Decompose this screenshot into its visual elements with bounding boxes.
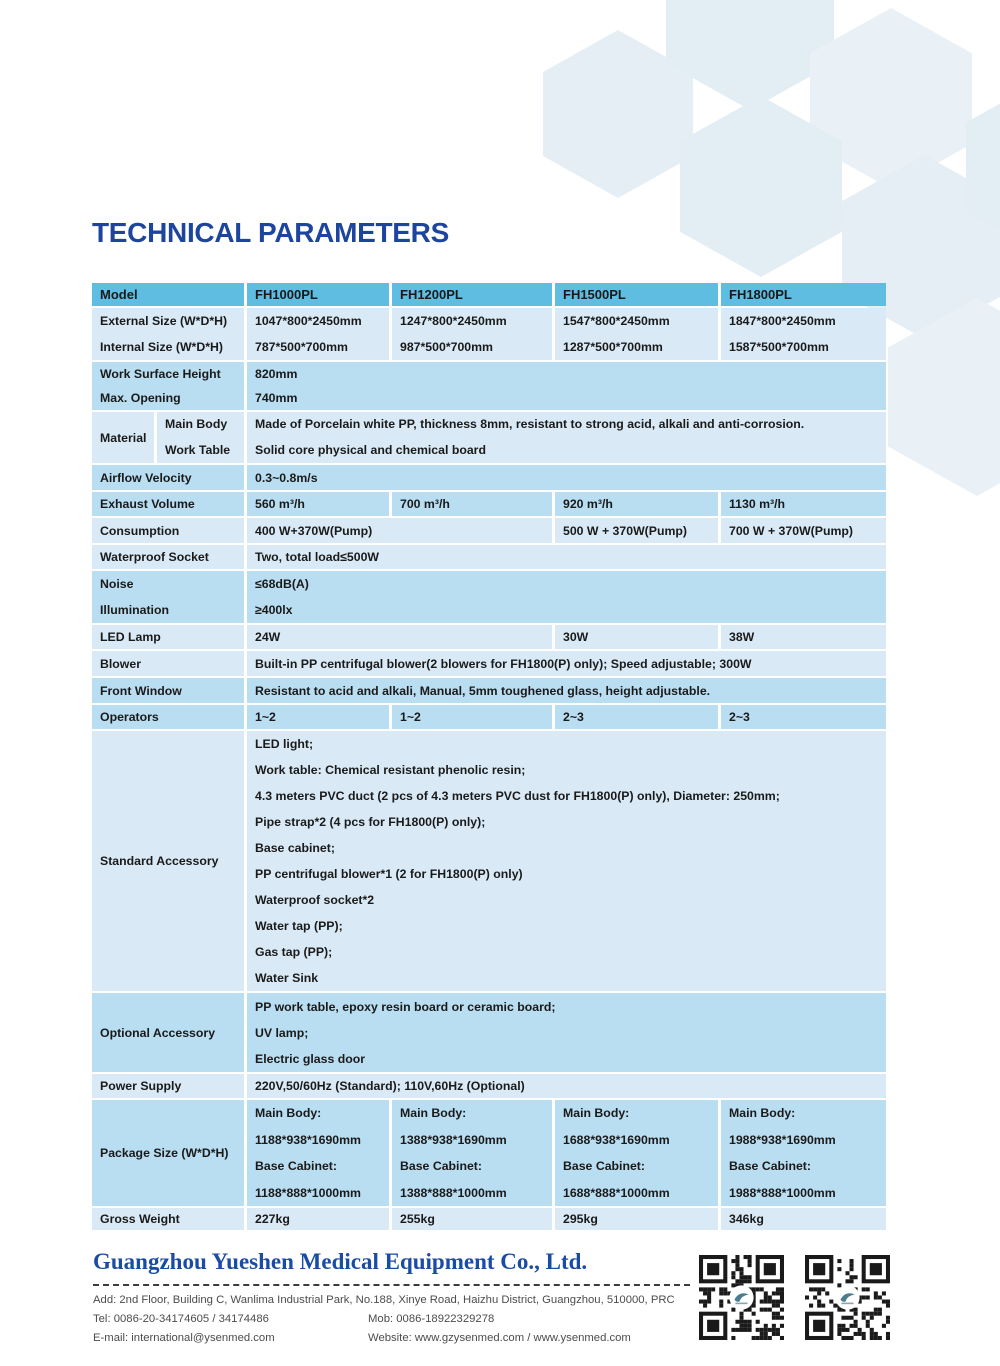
table-cell: Main Body: 1388*938*1690mm Base Cabinet: 1388*888*1000mm	[392, 1100, 552, 1206]
table-cell: 0.3~0.8m/s	[247, 465, 886, 490]
table-cell: ≤68dB(A) ≥400lx	[247, 571, 886, 623]
table-row-consumption	[92, 518, 886, 543]
row-label: Model	[92, 283, 244, 306]
table-cell: Resistant to acid and alkali, Manual, 5mm toughened glass, height adjustable.	[247, 678, 886, 703]
table-cell: 1547*800*2450mm 1287*500*700mm	[555, 308, 718, 360]
row-label: Gross Weight	[92, 1208, 244, 1230]
table-cell: Main Body: 1688*938*1690mm Base Cabinet: 1688*888*1000mm	[555, 1100, 718, 1206]
table-row-model	[92, 283, 886, 306]
table-cell: 227kg	[247, 1208, 389, 1230]
row-label: Exhaust Volume	[92, 492, 244, 516]
table-row-material	[92, 412, 886, 463]
dashed-divider	[93, 1284, 690, 1286]
page-title: TECHNICAL PARAMETERS	[92, 217, 449, 248]
row-label: Work Surface Height Max. Opening	[92, 362, 244, 410]
table-cell: 2~3	[721, 705, 886, 729]
table-cell: LED light; Work table: Chemical resistant phenolic resin; 4.3 meters PVC duct (2 pcs of 4.3 meters PVC dust for FH1800(P) only), Diameter: 250mm; Pipe strap*2 (4 pcs for FH1800(P) only); Base cabinet; PP centrifugal blower*1 (2 for FH1800(P) only) Waterproof socket*2 Water tap (PP); Gas tap (PP); Water Sink	[247, 731, 886, 991]
table-cell: 255kg	[392, 1208, 552, 1230]
table-cell: 700 m³/h	[392, 492, 552, 516]
table-row-operators	[92, 705, 886, 729]
row-label: Front Window	[92, 678, 244, 703]
table-cell: 220V,50/60Hz (Standard); 110V,60Hz (Optional)	[247, 1074, 886, 1098]
table-cell: FH1800PL	[721, 283, 886, 306]
table-row-surface	[92, 362, 886, 410]
table-cell: 346kg	[721, 1208, 886, 1230]
table-row-gross-weight	[92, 1208, 886, 1230]
table-row-power	[92, 1074, 886, 1098]
row-label: Package Size (W*D*H)	[92, 1100, 244, 1206]
footer-website: Website: www.gzysenmed.com / www.ysenmed.com	[368, 1332, 631, 1344]
table-cell: 700 W + 370W(Pump)	[721, 518, 886, 543]
table-cell: 1247*800*2450mm 987*500*700mm	[392, 308, 552, 360]
table-cell: 400 W+370W(Pump)	[247, 518, 552, 543]
footer-tel: Tel: 0086-20-34174605 / 34174486	[93, 1313, 269, 1325]
table-cell: 1847*800*2450mm 1587*500*700mm	[721, 308, 886, 360]
footer-email: E-mail: international@ysenmed.com	[93, 1332, 275, 1344]
row-label: Noise Illumination	[92, 571, 244, 623]
table-row-led	[92, 625, 886, 649]
table-cell: 1047*800*2450mm 787*500*700mm	[247, 308, 389, 360]
table-row-size	[92, 308, 886, 360]
row-label: Blower	[92, 651, 244, 676]
table-cell: FH1000PL	[247, 283, 389, 306]
row-label: External Size (W*D*H) Internal Size (W*D*H)	[92, 308, 244, 360]
footer-address: Add: 2nd Floor, Building C, Wanlima Industrial Park, No.188, Xinye Road, Haizhu District, Guangzhou, 510000, PRC	[93, 1294, 675, 1306]
table-cell: 500 W + 370W(Pump)	[555, 518, 718, 543]
table-cell: 2~3	[555, 705, 718, 729]
table-cell: FH1200PL	[392, 283, 552, 306]
row-label: Optional Accessory	[92, 993, 244, 1072]
row-label: Airflow Velocity	[92, 465, 244, 490]
table-row-socket	[92, 545, 886, 569]
row-label: Operators	[92, 705, 244, 729]
company-name: Guangzhou Yueshen Medical Equipment Co., Ltd.	[93, 1249, 588, 1274]
row-label: LED Lamp	[92, 625, 244, 649]
table-cell: 38W	[721, 625, 886, 649]
table-row-blower	[92, 651, 886, 676]
table-cell: 24W	[247, 625, 552, 649]
table-cell: 820mm 740mm	[247, 362, 886, 410]
footer-contact-block	[93, 1291, 705, 1348]
table-cell: 560 m³/h	[247, 492, 389, 516]
qr-code-1	[699, 1255, 784, 1340]
spec-table	[92, 283, 886, 1232]
table-cell: Made of Porcelain white PP, thickness 8mm, resistant to strong acid, alkali and anti-corrosion. Solid core physical and chemical board	[247, 412, 886, 463]
table-cell: 1~2	[392, 705, 552, 729]
qr-code-2	[805, 1255, 890, 1340]
table-cell: Main Body: 1988*938*1690mm Base Cabinet: 1988*888*1000mm	[721, 1100, 886, 1206]
table-cell: 1130 m³/h	[721, 492, 886, 516]
row-label: Waterproof Socket	[92, 545, 244, 569]
table-cell: FH1500PL	[555, 283, 718, 306]
table-row-optional-accessory	[92, 993, 886, 1072]
table-row-noise	[92, 571, 886, 623]
table-cell: PP work table, epoxy resin board or ceramic board; UV lamp; Electric glass door	[247, 993, 886, 1072]
row-label: Consumption	[92, 518, 244, 543]
table-row-exhaust	[92, 492, 886, 516]
table-cell: 30W	[555, 625, 718, 649]
table-cell: Main Body: 1188*938*1690mm Base Cabinet: 1188*888*1000mm	[247, 1100, 389, 1206]
table-row-package	[92, 1100, 886, 1206]
table-cell: 1~2	[247, 705, 389, 729]
row-label: Material	[92, 412, 154, 463]
table-cell: 920 m³/h	[555, 492, 718, 516]
table-cell: 295kg	[555, 1208, 718, 1230]
row-sublabel: Main Body Work Table	[157, 412, 244, 463]
table-cell: Built-in PP centrifugal blower(2 blowers for FH1800(P) only); Speed adjustable; 300W	[247, 651, 886, 676]
table-row-window	[92, 678, 886, 703]
footer-mob: Mob: 0086-18922329278	[368, 1313, 495, 1325]
table-row-standard-accessory	[92, 731, 886, 991]
table-row-airflow	[92, 465, 886, 490]
row-label: Standard Accessory	[92, 731, 244, 991]
row-label: Power Supply	[92, 1074, 244, 1098]
table-cell: Two, total load≤500W	[247, 545, 886, 569]
